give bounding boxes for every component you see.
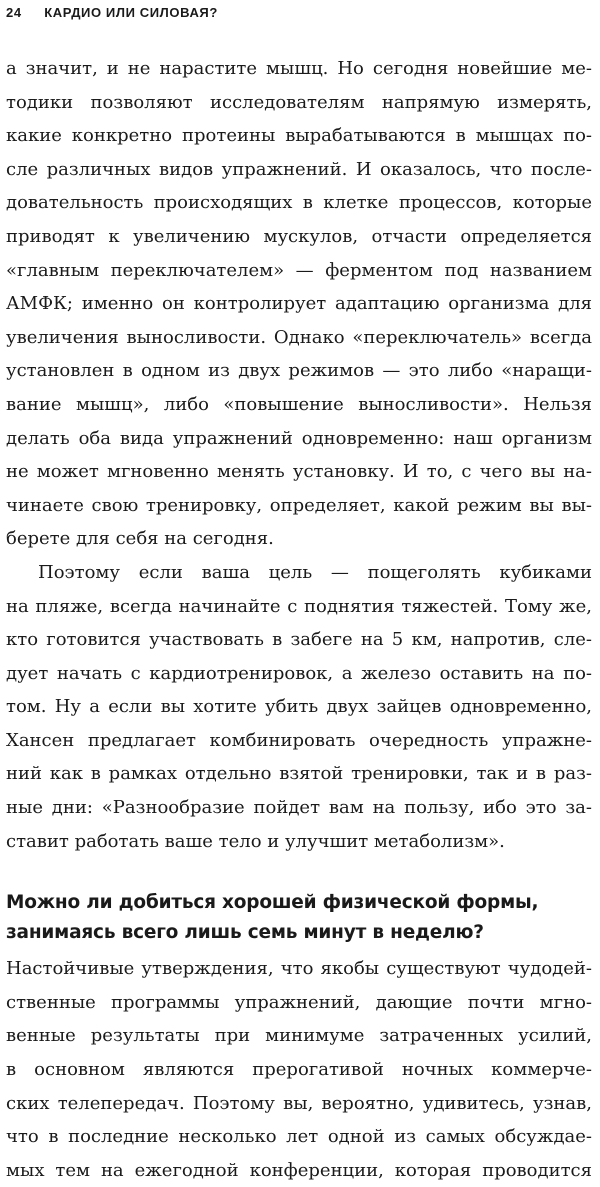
text-line: в основном являются прерогативой ночных коммерче- (6, 1059, 592, 1081)
text-line: венные результаты при минимуме затраченных усилий, (6, 1025, 592, 1047)
text-line: ственные программы упражнений, дающие почти мгно- (6, 991, 592, 1013)
text-line: увеличения выносливости. Однако «переключатель» всегда (6, 326, 592, 348)
running-head (6, 2, 594, 24)
heading-line: занимаясь всего лишь семь минут в неделю? (6, 922, 484, 944)
body-text (6, 52, 592, 1187)
text-line: «главным переключателем» — ферментом под названием (6, 259, 592, 281)
text-line: что в последние несколько лет одной из самых обсуждае- (6, 1126, 592, 1148)
chapter-title: КАРДИО ИЛИ СИЛОВАЯ? (44, 5, 218, 20)
text-line: сле различных видов упражнений. И оказалось, что после- (6, 158, 592, 180)
text-line: на пляже, всегда начинайте с поднятия тяжестей. Тому же, (6, 595, 592, 617)
text-line: берете для себя на сегодня. (6, 528, 274, 550)
section-heading (6, 888, 592, 948)
text-line: тодики позволяют исследователям напрямую измерять, (6, 91, 592, 113)
text-line: ные дни: «Разнообразие пойдет вам на пользу, ибо это за- (6, 797, 592, 819)
heading-line: Можно ли добиться хорошей физической формы, (6, 892, 539, 914)
text-line: том. Ну а если вы хотите убить двух зайцев одновременно, (6, 696, 592, 718)
text-line: дует начать с кардиотренировок, а железо оставить на по- (6, 662, 592, 684)
text-line: Поэтому если ваша цель — пощеголять кубиками (38, 561, 592, 583)
paragraph-3 (6, 952, 592, 1187)
text-line: ний как в рамках отдельно взятой тренировки, так и в раз- (6, 763, 592, 785)
text-line: какие конкретно протеины вырабатываются в мышцах по- (6, 125, 592, 147)
page-number: 24 (6, 5, 22, 20)
text-line: ставит работать ваше тело и улучшит метаболизм». (6, 830, 505, 852)
paragraph-2 (6, 556, 592, 858)
text-line: кто готовится участвовать в забеге на 5 км, напротив, сле- (6, 629, 592, 651)
text-line: а значит, и не нарастите мышц. Но сегодня новейшие ме- (6, 58, 592, 79)
paragraph-1 (6, 52, 592, 556)
text-line: приводят к увеличению мускулов, отчасти определяется (6, 225, 592, 247)
text-line: мых тем на ежегодной конференции, которая проводится (6, 1159, 592, 1181)
text-line: ских телепередач. Поэтому вы, вероятно, удивитесь, узнав, (6, 1092, 592, 1114)
text-line: чинаете свою тренировку, определяет, какой режим вы вы- (6, 494, 592, 516)
text-line: не может мгновенно менять установку. И то, с чего вы на- (6, 461, 592, 483)
text-line: Хансен предлагает комбинировать очередность упражне- (6, 729, 592, 751)
text-line: довательность происходящих в клетке процессов, которые (6, 192, 592, 214)
text-line: делать оба вида упражнений одновременно: наш организм (6, 427, 592, 449)
text-line: АМФК; именно он контролирует адаптацию организма для (6, 293, 592, 315)
text-line: установлен в одном из двух режимов — это либо «наращи- (6, 360, 592, 382)
text-line: Настойчивые утверждения, что якобы существуют чудодей- (6, 958, 592, 980)
text-line: вание мышц», либо «повышение выносливости». Нельзя (6, 393, 592, 415)
